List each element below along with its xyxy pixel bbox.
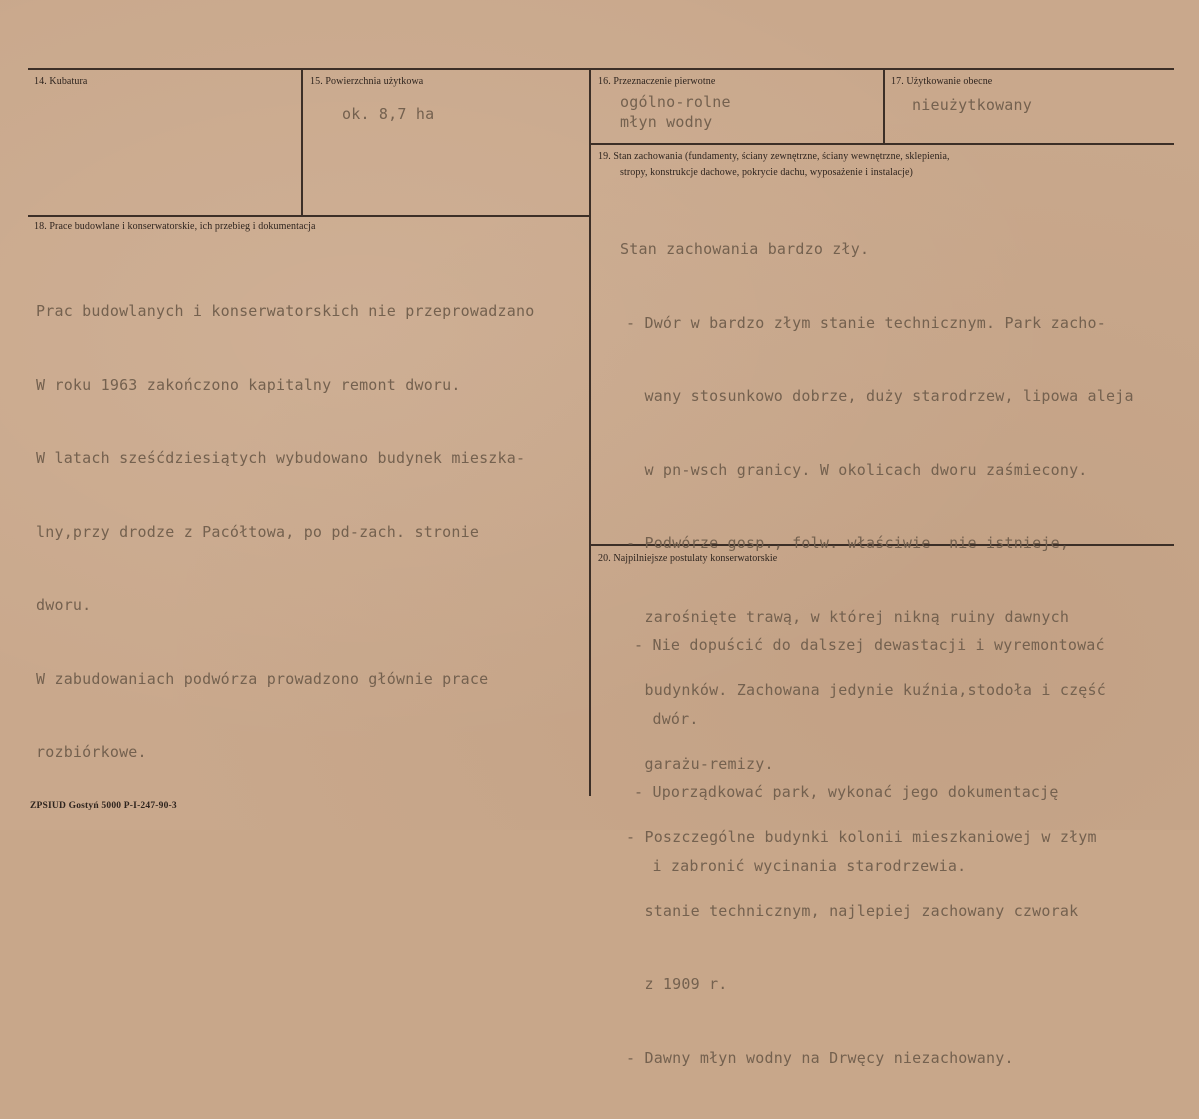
field-18-line: W roku 1963 zakończono kapitalny remont dworu.	[36, 375, 461, 394]
field-19-line: wany stosunkowo dobrze, duży starodrzew, lipowa aleja	[626, 387, 1134, 405]
field-19-line: Stan zachowania bardzo zły.	[620, 240, 870, 258]
field-19-line: garażu-remizy.	[626, 754, 774, 773]
field-16-label: 16. Przeznaczenie pierwotne	[598, 76, 716, 87]
top-rule	[28, 68, 1174, 70]
field-19-line: - Dwór w bardzo złym stanie technicznym. Park zacho-	[626, 313, 1106, 332]
field-19-label: 19. Stan zachowania (fundamenty, ściany zewnętrzne, ściany wewnętrzne, sklepienia,	[598, 151, 950, 162]
field-18-line: Prac budowlanych i konserwatorskich nie przeprowadzano	[36, 302, 535, 320]
field-18-text	[36, 250, 534, 814]
field-20-label: 20. Najpilniejsze postulaty konserwatorskie	[598, 553, 778, 564]
divider-14-15	[301, 68, 303, 216]
field-18-line: dworu.	[36, 596, 92, 614]
field-19-line: w pn-wsch granicy. W okolicach dworu zaśmiecony.	[626, 460, 1088, 479]
field-17-label: 17. Użytkowanie obecne	[891, 76, 993, 87]
field-19-line: - Poszczególne budynki kolonii mieszkaniowej w złym	[626, 828, 1097, 846]
field-16-value	[620, 92, 731, 132]
field-17-value: nieużytkowany	[912, 96, 1032, 114]
field-18-line: lny,przy drodze z Pacółtowa, po pd-zach. stronie	[36, 522, 480, 541]
field-15-label: 15. Powierzchnia użytkowa	[310, 76, 424, 87]
field-14-label: 14. Kubatura	[34, 76, 88, 87]
field-20-text	[634, 584, 1105, 927]
field-19-line: z 1909 r.	[626, 975, 728, 993]
field-20-line: - Uporządkować park, wykonać jego dokumentację	[634, 783, 1059, 801]
field-16-line: ogólno-rolne	[620, 93, 731, 111]
rule-above-18	[28, 215, 590, 217]
field-19-line: - Dawny młyn wodny na Drwęcy niezachowany.	[626, 1048, 1014, 1067]
rule-above-19	[590, 143, 1174, 145]
field-19-line: - Podwórze gosp., folw. właściwie nie istnieje,	[626, 534, 1070, 552]
field-20-line: dwór.	[634, 709, 699, 728]
field-15-value: ok. 8,7 ha	[342, 105, 435, 123]
field-19-line: zarośnięte trawą, w której nikną ruiny dawnych	[626, 607, 1070, 626]
divider-16-17	[883, 68, 885, 144]
field-19-line: budynków. Zachowana jedynie kuźnia,stodoła i część	[626, 681, 1106, 699]
field-20-line: - Nie dopuścić do dalszej dewastacji i wyremontować	[634, 636, 1105, 654]
field-19-line: stanie technicznym, najlepiej zachowany czworak	[626, 901, 1079, 920]
field-18-label: 18. Prace budowlane i konserwatorskie, ich przebieg i dokumentacja	[34, 221, 316, 232]
field-18-line: W zabudowaniach podwórza prowadzono głównie prace	[36, 669, 489, 688]
printer-imprint: ZPSIUD Gostyń 5000 P-I-247-90-3	[30, 801, 177, 811]
field-20-line: i zabronić wycinania starodrzewia.	[634, 856, 967, 875]
field-18-line: W latach sześćdziesiątych wybudowano budynek mieszka-	[36, 449, 526, 467]
center-divider	[589, 68, 591, 796]
field-18-line: rozbiórkowe.	[36, 743, 147, 761]
field-19-label-cont: stropy, konstrukcje dachowe, pokrycie dachu, wyposażenie i instalacje)	[620, 167, 913, 178]
field-16-line: młyn wodny	[620, 113, 713, 131]
